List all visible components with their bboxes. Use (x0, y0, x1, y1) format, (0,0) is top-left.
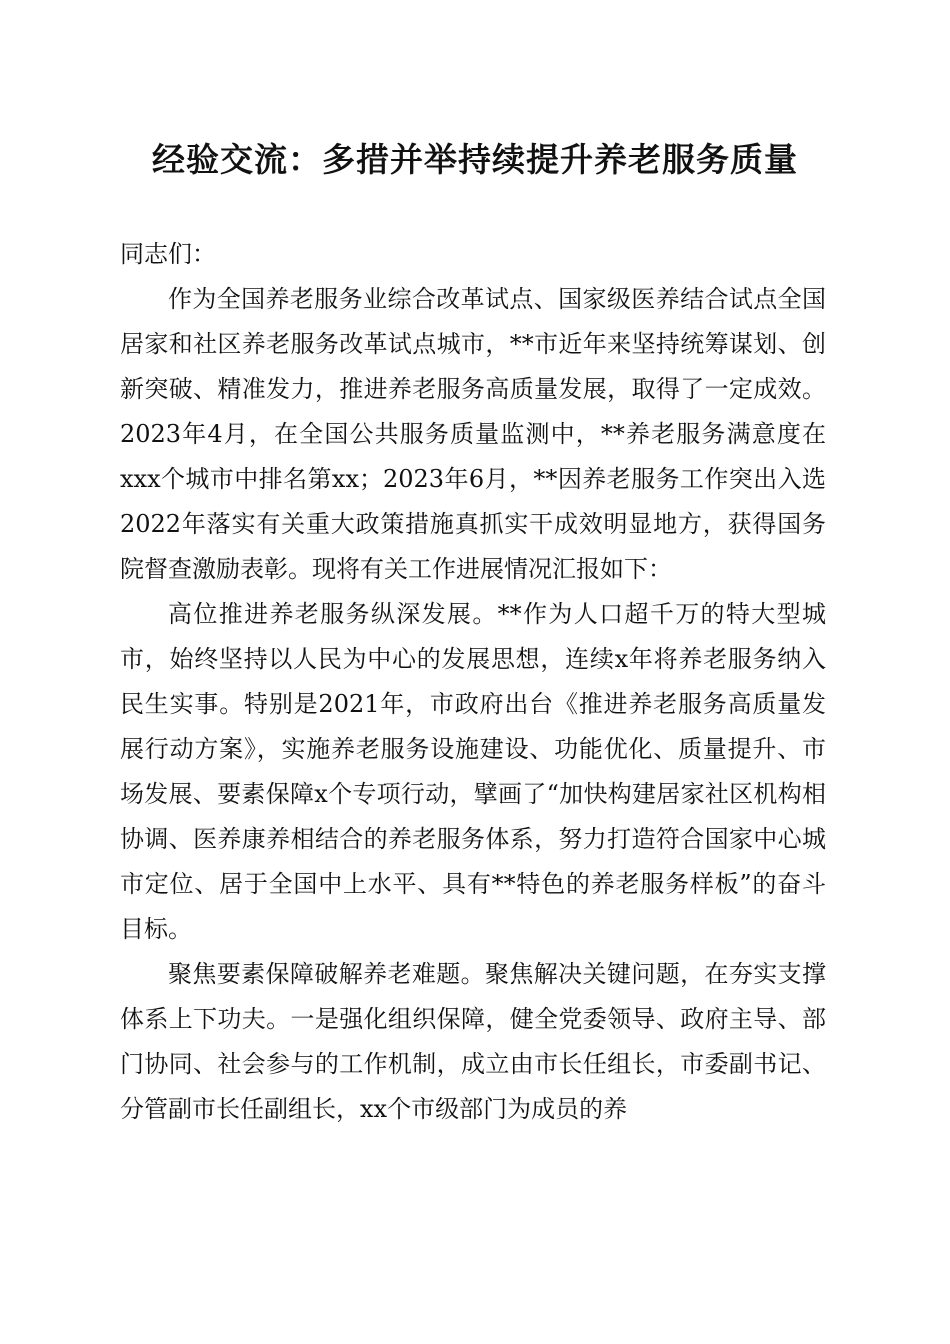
greeting: 同志们： (120, 240, 216, 268)
document-title: 经验交流：多措并举持续提升养老服务质量 (152, 140, 798, 179)
paragraph-1: 作为全国养老服务业综合改革试点、国家级医养结合试点全国居家和社区养老服务改革试点城市，**市近年来坚持统筹谋划、创新突破、精准发力，推进养老服务高质量发展，取得了一定成效。2023年4月，在全国公共服务质量监测中，**养老服务满意度在xxx个城市中排名第xx；2023年6月，**因养老服务工作突出入选2022年落实有关重大政策措施真抓实干成效明显地方，获得国务院督查激励表彰。现将有关工作进展情况汇报如下： (120, 285, 826, 583)
paragraph-2: 高位推进养老服务纵深发展。**作为人口超千万的特大型城市，始终坚持以人民为中心的发展思想，连续x年将养老服务纳入民生实事。特别是2021年，市政府出台《推进养老服务高质量发展行动方案》，实施养老服务设施建设、功能优化、质量提升、市场发展、要素保障x个专项行动，擘画了“加快构建居家社区机构相协调、医养康养相结合的养老服务体系，努力打造符合国家中心城市定位、居于全国中上水平、具有**特色的养老服务样板”的奋斗目标。 (120, 600, 826, 943)
paragraph-3: 聚焦要素保障破解养老难题。聚焦解决关键问题，在夯实支撑体系上下功夫。一是强化组织保障，健全党委领导、政府主导、部门协同、社会参与的工作机制，成立由市长任组长，市委副书记、分管副市长任副组长，xx个市级部门为成员的养 (120, 960, 826, 1123)
document-body (120, 232, 826, 1132)
